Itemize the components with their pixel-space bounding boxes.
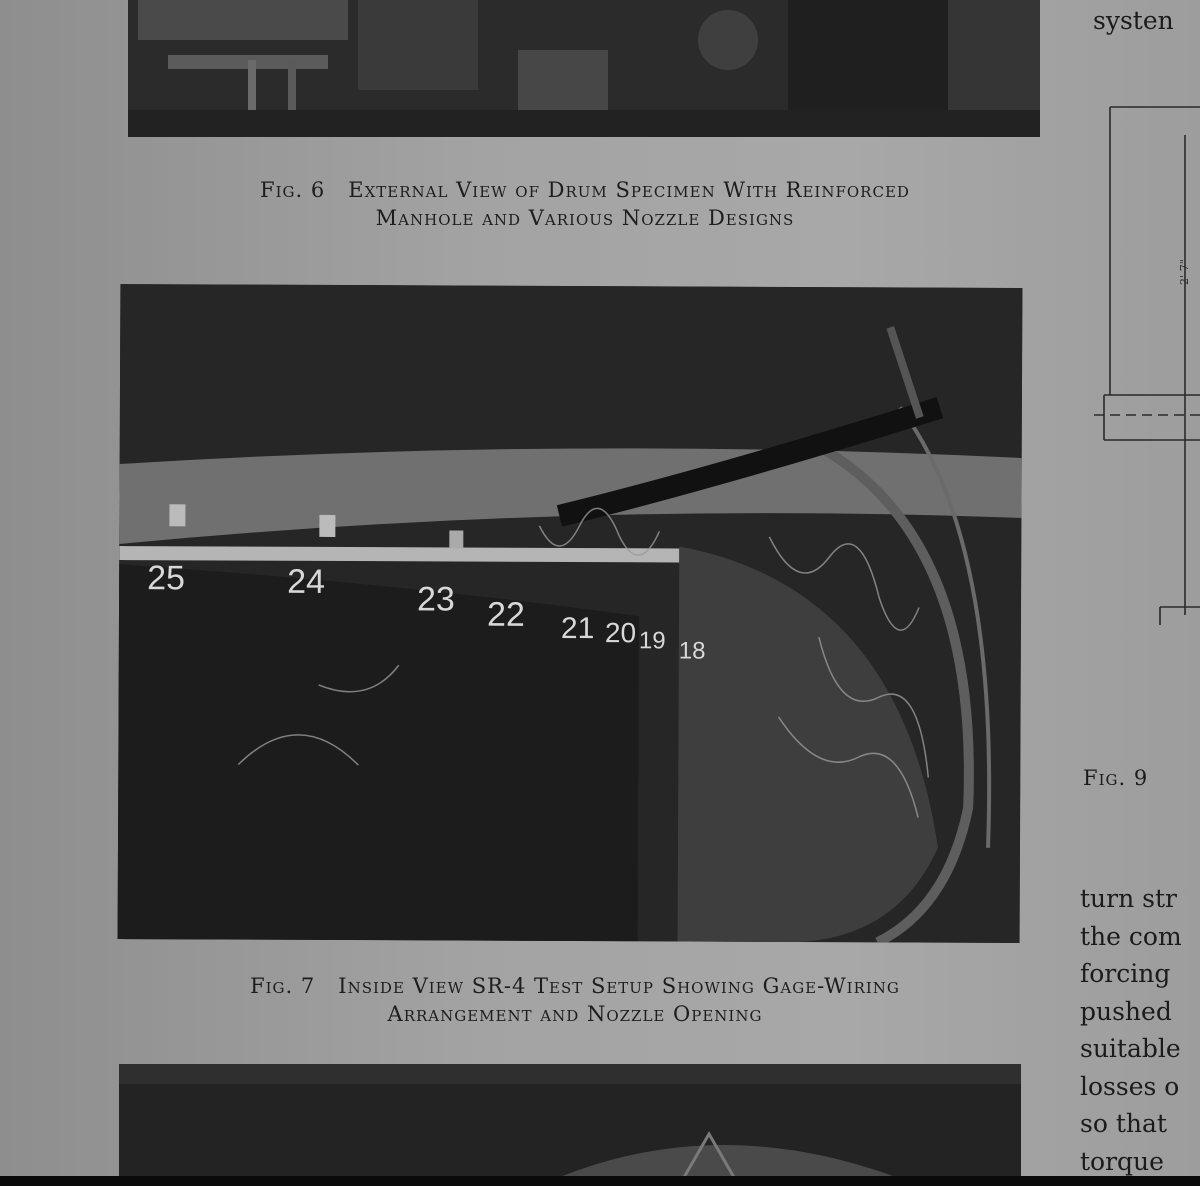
- right-column-line: so that: [1080, 1109, 1167, 1138]
- fig7-gage-label-21: 21: [560, 611, 595, 646]
- fig6-caption-line2: Manhole and Various Nozzle Designs: [375, 206, 795, 230]
- fig7-gage-label-24: 24: [287, 562, 326, 601]
- scan-bottom-edge: [0, 1176, 1200, 1186]
- fig7-gage-label-20: 20: [604, 617, 637, 649]
- right-column-line: torque: [1080, 1146, 1164, 1176]
- fig9-number: Fig. 9: [1083, 766, 1149, 790]
- fig7-number: Fig. 7: [250, 974, 316, 998]
- right-column-line: turn str: [1080, 884, 1177, 913]
- fig6-number: Fig. 6: [260, 178, 326, 202]
- fig7-photograph: [118, 284, 1023, 943]
- fig8-photograph: [119, 1064, 1021, 1186]
- right-column-line: forcing: [1080, 959, 1171, 988]
- fig9-line-drawing: [1090, 95, 1200, 640]
- fig7-gage-label-23: 23: [416, 580, 455, 619]
- fig7-gage-label-18: 18: [678, 637, 706, 665]
- fig6-caption: [110, 176, 1060, 232]
- fig6-caption-line1: External View of Drum Specimen With Reinforced: [348, 178, 910, 202]
- fig6-photograph: [128, 0, 1040, 137]
- right-column-line: the com: [1080, 921, 1182, 951]
- fig8-drum-image: [119, 1064, 1021, 1186]
- right-column-line: losses o: [1080, 1071, 1180, 1101]
- right-column-top-word: systen: [1093, 6, 1174, 35]
- fig7-caption-line1: Inside View SR-4 Test Setup Showing Gage-Wiring: [338, 974, 900, 998]
- fig7-caption-line2: Arrangement and Nozzle Opening: [387, 1002, 763, 1026]
- right-column-body-text: [1080, 880, 1200, 1180]
- fig9-dimension-label: 2'-7": [1178, 259, 1191, 285]
- fig7-caption: [105, 972, 1045, 1028]
- right-column-line: suitable: [1080, 1034, 1181, 1063]
- fig7-gage-label-25: 25: [147, 559, 186, 598]
- fig7-drum-interior-image: [118, 284, 1023, 943]
- fig6-machinery-image: [128, 0, 1040, 137]
- fig7-gage-label-19: 19: [638, 627, 666, 655]
- right-column-line: pushed: [1080, 996, 1172, 1026]
- fig7-gage-label-22: 22: [486, 595, 525, 634]
